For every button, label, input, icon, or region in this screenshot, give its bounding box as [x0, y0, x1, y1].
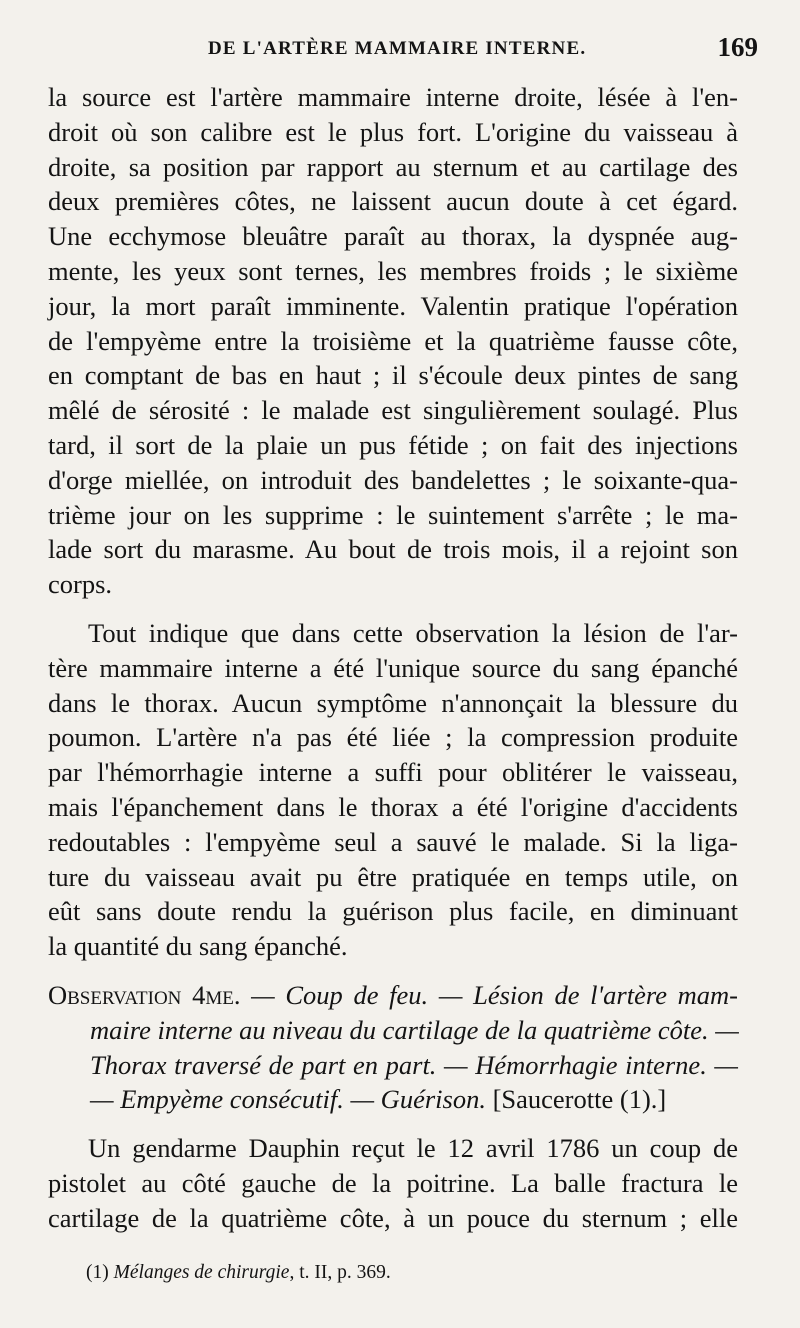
- text-line: tère mammaire interne a été l'unique source du sang épanché: [48, 652, 738, 683]
- text-line: pistolet au côté gauche de la poitrine. La balle fractura le: [48, 1167, 738, 1198]
- footnote: [86, 1262, 391, 1284]
- text-line: la source est l'artère mammaire interne droite, lésée à l'en-: [48, 82, 738, 112]
- footnote-marker: (1): [86, 1262, 114, 1283]
- observation-line-3: Thorax traversé de part en part. — Hémorrhagie interne. —: [90, 1049, 738, 1080]
- text-line: la quantité du sang épanché.: [48, 931, 348, 962]
- text-line: tard, il sort de la plaie un pus fétide ; on fait des injections: [48, 429, 738, 460]
- paragraph-gap: [48, 1117, 738, 1131]
- paragraph-1: [48, 80, 738, 602]
- text-line: poumon. L'artère n'a pas été liée ; la compression produite: [48, 722, 738, 753]
- page-header: [48, 32, 758, 78]
- observation-label: Observation 4me.: [48, 979, 241, 1010]
- observation-line-2: maire interne au niveau du cartilage de la quatrième côte. —: [90, 1014, 739, 1045]
- observation-reference: [Saucerotte (1).]: [485, 1084, 667, 1115]
- text-line: en comptant de bas en haut ; il s'écoule deux pintes de sang: [48, 360, 738, 391]
- page-body: [48, 80, 738, 1236]
- text-line: droit où son calibre est le plus fort. L'origine du vaisseau à: [48, 116, 738, 147]
- text-line: redoutables : l'empyème seul a sauvé le malade. Si la liga-: [48, 826, 738, 857]
- text-line: lade sort du marasme. Au bout de trois mois, il a rejoint son: [48, 534, 738, 565]
- text-line: deux premières côtes, ne laissent aucun doute à cet égard.: [48, 186, 738, 217]
- observation-line-1: [48, 978, 738, 1013]
- paragraph-gap: [48, 602, 738, 616]
- page-number: 169: [717, 32, 758, 62]
- text-line: de l'empyème entre la troisième et la quatrième fausse côte,: [48, 325, 738, 356]
- observation-heading: [48, 978, 738, 1117]
- text-line: ture du vaisseau avait pu être pratiquée en temps utile, on: [48, 861, 738, 892]
- text-line: dans le thorax. Aucun symptôme n'annonçait la blessure du: [48, 687, 738, 718]
- text-line: Tout indique que dans cette observation la lésion de l'ar-: [88, 617, 738, 648]
- text-line: eût sans doute rendu la guérison plus facile, en diminuant: [48, 896, 738, 927]
- paragraph-gap: [48, 964, 738, 978]
- paragraph-3: [48, 1131, 738, 1235]
- footnote-citation: , t. II, p. 369.: [289, 1262, 391, 1283]
- paragraph-2: [48, 616, 738, 964]
- text-line: corps.: [48, 569, 113, 600]
- text-line: cartilage de la quatrième côte, à un pouce du sternum ; elle: [48, 1202, 738, 1233]
- observation-outcome: — Empyème consécutif. — Guérison.: [90, 1084, 486, 1115]
- text-line: Un gendarme Dauphin reçut le 12 avril 1786 un coup de: [88, 1133, 738, 1164]
- running-head: DE L'ARTÈRE MAMMAIRE INTERNE.: [208, 38, 587, 59]
- text-line: d'orge miellée, on introduit des bandelettes ; le soixante-qua-: [48, 464, 738, 495]
- text-line: mais l'épanchement dans le thorax a été l'origine d'accidents: [48, 791, 738, 822]
- observation-line-4: [48, 1082, 738, 1117]
- text-line: mêlé de sérosité : le malade est singulièrement soulagé. Plus: [48, 395, 738, 426]
- text-line: trième jour on les supprime : le suintement s'arrête ; le ma-: [48, 499, 738, 530]
- text-line: Une ecchymose bleuâtre paraît au thorax, la dyspnée aug-: [48, 221, 738, 252]
- text-line: par l'hémorrhagie interne a suffi pour oblitérer le vaisseau,: [48, 757, 738, 788]
- text-line: droite, sa position par rapport au sternum et au cartilage des: [48, 151, 738, 182]
- text-line: jour, la mort paraît imminente. Valentin pratique l'opération: [48, 290, 738, 321]
- observation-title: — Coup de feu. — Lésion de l'artère mam-: [251, 979, 738, 1010]
- text-line: mente, les yeux sont ternes, les membres froids ; le sixième: [48, 255, 738, 286]
- footnote-title: Mélanges de chirurgie: [113, 1262, 290, 1283]
